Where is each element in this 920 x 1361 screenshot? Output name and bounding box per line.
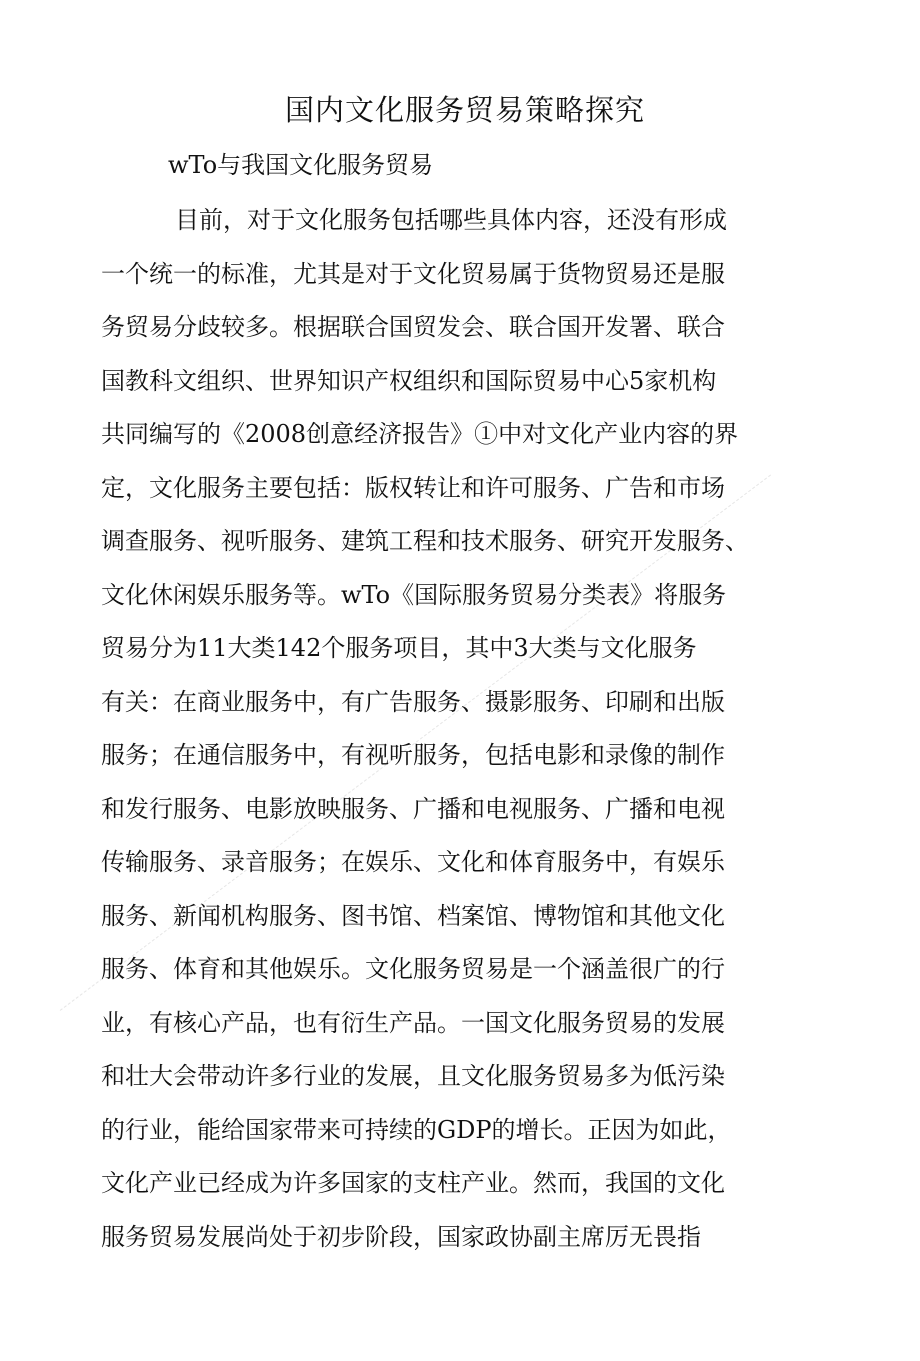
section-heading: wTo与我国文化服务贸易: [168, 151, 434, 179]
text-line: 业，有核心产品，也有衍生产品。一国文化服务贸易的发展: [101, 1008, 725, 1037]
body-paragraph: [101, 198, 766, 1268]
text-line: 文化产业已经成为许多国家的支柱产业。然而，我国的文化: [101, 1169, 725, 1197]
text-line: 服务、新闻机构服务、图书馆、档案馆、博物馆和其他文化: [101, 901, 725, 930]
text-line: 的行业，能给国家带来可持续的GDP的增长。正因为如此，: [101, 1115, 732, 1144]
text-line: 文化休闲娱乐服务等。wTo《国际服务贸易分类表》将服务: [101, 580, 727, 609]
text-line: 和壮大会带动许多行业的发展，且文化服务贸易多为低污染: [101, 1062, 725, 1090]
text-line: 服务贸易发展尚处于初步阶段，国家政协副主席厉无畏指: [101, 1222, 701, 1251]
text-line: 和发行服务、电影放映服务、广播和电视服务、广播和电视: [101, 794, 725, 823]
document-title: 国内文化服务贸易策略探究: [284, 93, 645, 127]
text-line: 传输服务、录音服务；在娱乐、文化和体育服务中，有娱乐: [101, 848, 725, 876]
text-line: 贸易分为11大类142个服务项目，其中3大类与文化服务: [101, 634, 697, 662]
text-line: 务贸易分歧较多。根据联合国贸发会、联合国开发署、联合: [101, 313, 725, 341]
text-line: 定，文化服务主要包括：版权转让和许可服务、广告和市场: [101, 473, 725, 502]
text-line: 目前，对于文化服务包括哪些具体内容，还没有形成: [175, 206, 727, 234]
text-line: 有关：在商业服务中，有广告服务、摄影服务、印刷和出版: [101, 687, 725, 716]
text-line: 共同编写的《2008创意经济报告》①中对文化产业内容的界: [101, 420, 739, 448]
text-line: 服务；在通信服务中，有视听服务，包括电影和录像的制作: [101, 741, 725, 769]
text-line: 国教科文组织、世界知识产权组织和国际贸易中心5家机构: [101, 366, 717, 395]
text-line: 一个统一的标准，尤其是对于文化贸易属于货物贸易还是服: [101, 259, 725, 288]
text-line: 调查服务、视听服务、建筑工程和技术服务、研究开发服务、: [101, 527, 749, 555]
text-line: 服务、体育和其他娱乐。文化服务贸易是一个涵盖很广的行: [101, 955, 725, 983]
